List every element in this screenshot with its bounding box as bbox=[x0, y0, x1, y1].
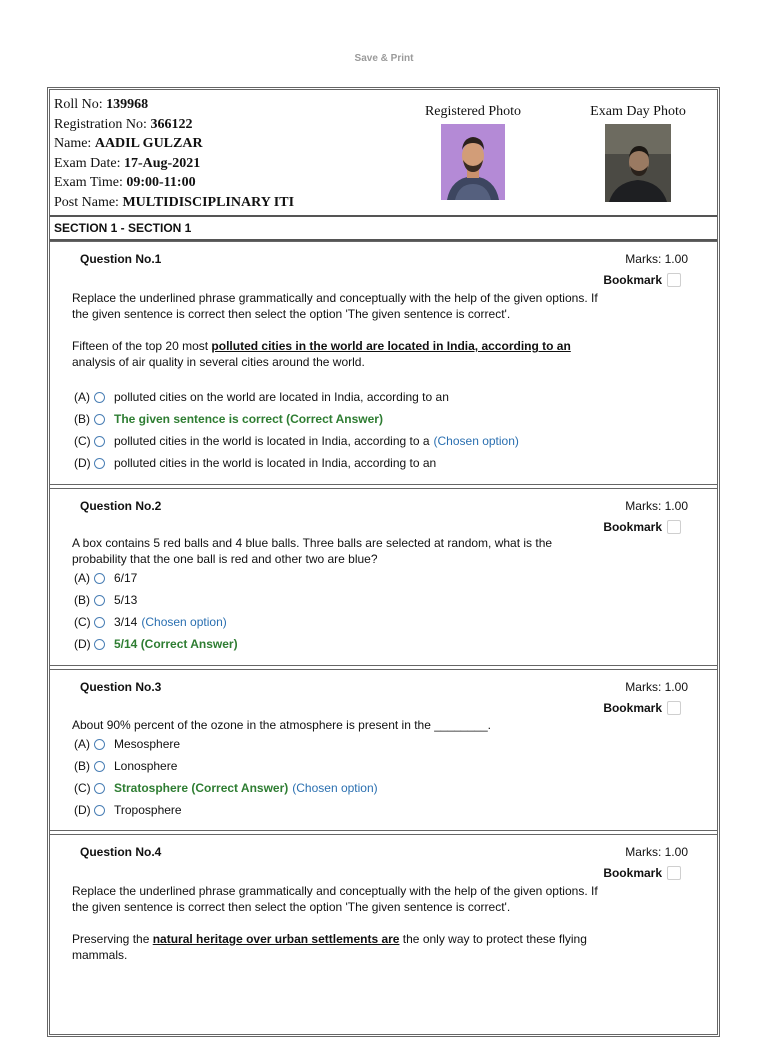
radio-icon[interactable] bbox=[94, 639, 105, 650]
option-d[interactable]: (D) polluted cities in the world is located in India, according to an bbox=[74, 456, 437, 470]
option-a[interactable]: (A) 6/17 bbox=[74, 571, 138, 585]
chosen-option-tag: (Chosen option) bbox=[292, 781, 378, 795]
bookmark-toggle[interactable] bbox=[603, 701, 681, 715]
save-print-link[interactable]: Save & Print bbox=[354, 53, 414, 64]
question-sentence: Fifteen of the top 20 most polluted cities in the world are located in India, according to an analysis of air quality in several cities around the world. bbox=[72, 339, 571, 369]
candidate-details bbox=[50, 90, 717, 217]
question-heading: Question No.1 bbox=[80, 252, 162, 266]
bookmark-toggle[interactable] bbox=[603, 520, 681, 534]
radio-icon[interactable] bbox=[94, 761, 105, 772]
options-list bbox=[74, 386, 519, 474]
candidate-name: Name: AADIL GULZAR bbox=[54, 136, 203, 152]
question-instruction: Replace the underlined phrase grammatically and conceptually with the help of the given options. If the given sentence is correct then select the option 'The given sentence is correct'. bbox=[72, 291, 598, 321]
radio-icon[interactable] bbox=[94, 414, 105, 425]
bookmark-label: Bookmark bbox=[603, 701, 662, 715]
option-a[interactable]: (A) polluted cities on the world are located in India, according to an bbox=[74, 390, 449, 404]
option-b[interactable]: (B) 5/13 bbox=[74, 593, 138, 607]
option-c[interactable]: (C) 3/14 (Chosen option) bbox=[74, 615, 227, 629]
bookmark-checkbox-icon[interactable] bbox=[667, 273, 681, 287]
underlined-phrase: natural heritage over urban settlements are bbox=[152, 932, 400, 946]
registered-photo-block bbox=[415, 104, 531, 200]
chosen-option-tag: (Chosen option) bbox=[141, 615, 227, 629]
exam-day-photo-block bbox=[583, 104, 693, 202]
bookmark-checkbox-icon[interactable] bbox=[667, 520, 681, 534]
bookmark-checkbox-icon[interactable] bbox=[667, 701, 681, 715]
question-sentence: A box contains 5 red balls and 4 blue balls. Three balls are selected at random, what is the probability that the one ball is red and other two are blue? bbox=[72, 536, 553, 566]
question-text bbox=[72, 290, 602, 370]
exam-date: Exam Date: 17-Aug-2021 bbox=[54, 155, 201, 171]
question-text bbox=[72, 535, 602, 567]
question-instruction: Replace the underlined phrase grammatically and conceptually with the help of the given options. If the given sentence is correct then select the option 'The given sentence is correct'. bbox=[72, 884, 598, 914]
option-c[interactable]: (C) Stratosphere (Correct Answer) (Chosen option) bbox=[74, 781, 378, 795]
exam-day-photo-label: Exam Day Photo bbox=[590, 104, 686, 119]
question-sentence: About 90% percent of the ozone in the atmosphere is present in the ________. bbox=[72, 718, 491, 732]
bookmark-label: Bookmark bbox=[603, 866, 662, 880]
marks-label: Marks: 1.00 bbox=[625, 499, 688, 513]
section-title: SECTION 1 - SECTION 1 bbox=[50, 217, 717, 241]
question-heading: Question No.4 bbox=[80, 845, 162, 859]
radio-icon[interactable] bbox=[94, 458, 105, 469]
question-sentence: Preserving the natural heritage over urban settlements are the only way to protect these flying mammals. bbox=[72, 932, 587, 962]
radio-icon[interactable] bbox=[94, 595, 105, 606]
radio-icon[interactable] bbox=[94, 617, 105, 628]
marks-label: Marks: 1.00 bbox=[625, 252, 688, 266]
bookmark-label: Bookmark bbox=[603, 520, 662, 534]
candidate-info bbox=[54, 95, 294, 213]
bookmark-label: Bookmark bbox=[603, 273, 662, 287]
question-heading: Question No.2 bbox=[80, 499, 162, 513]
bookmark-checkbox-icon[interactable] bbox=[667, 866, 681, 880]
roll-no: Roll No: 139968 bbox=[54, 97, 149, 112]
radio-icon[interactable] bbox=[94, 805, 105, 816]
person-photo-icon bbox=[441, 124, 505, 200]
correct-answer: 5/14 (Correct Answer) bbox=[114, 637, 238, 651]
option-d[interactable]: (D) 5/14 (Correct Answer) bbox=[74, 637, 238, 651]
bookmark-toggle[interactable] bbox=[603, 866, 681, 880]
registered-photo bbox=[441, 124, 505, 200]
post-name: Post Name: MULTIDISCIPLINARY ITI bbox=[54, 194, 295, 210]
radio-icon[interactable] bbox=[94, 783, 105, 794]
exam-day-photo bbox=[605, 124, 671, 202]
webcam-photo-icon bbox=[605, 124, 671, 202]
correct-answer: The given sentence is correct (Correct Answer) bbox=[114, 412, 383, 426]
registration-no: Registration No: 366122 bbox=[54, 116, 193, 132]
question-text bbox=[72, 883, 602, 963]
question-card bbox=[50, 241, 717, 485]
underlined-phrase: polluted cities in the world are located in India, according to an bbox=[211, 339, 571, 353]
exam-time: Exam Time: 09:00-11:00 bbox=[54, 175, 196, 191]
option-b[interactable]: (B) Lonosphere bbox=[74, 759, 178, 773]
question-text bbox=[72, 717, 602, 733]
radio-icon[interactable] bbox=[94, 573, 105, 584]
radio-icon[interactable] bbox=[94, 392, 105, 403]
response-sheet bbox=[47, 87, 720, 1037]
option-d[interactable]: (D) Troposphere bbox=[74, 803, 182, 817]
chosen-option-tag: (Chosen option) bbox=[433, 434, 519, 448]
option-c[interactable]: (C) polluted cities in the world is located in India, according to a (Chosen option) bbox=[74, 434, 519, 448]
radio-icon[interactable] bbox=[94, 436, 105, 447]
option-a[interactable]: (A) Mesosphere bbox=[74, 737, 181, 751]
question-heading: Question No.3 bbox=[80, 680, 162, 694]
question-card bbox=[50, 834, 717, 1035]
options-list bbox=[74, 733, 378, 821]
question-card bbox=[50, 488, 717, 666]
bookmark-toggle[interactable] bbox=[603, 273, 681, 287]
question-card bbox=[50, 669, 717, 831]
correct-answer: Stratosphere (Correct Answer) bbox=[114, 781, 289, 795]
marks-label: Marks: 1.00 bbox=[625, 680, 688, 694]
registered-photo-label: Registered Photo bbox=[424, 104, 522, 119]
radio-icon[interactable] bbox=[94, 739, 105, 750]
options-list bbox=[74, 567, 238, 655]
marks-label: Marks: 1.00 bbox=[625, 845, 688, 859]
option-b[interactable]: (B) The given sentence is correct (Correct Answer) bbox=[74, 412, 383, 426]
